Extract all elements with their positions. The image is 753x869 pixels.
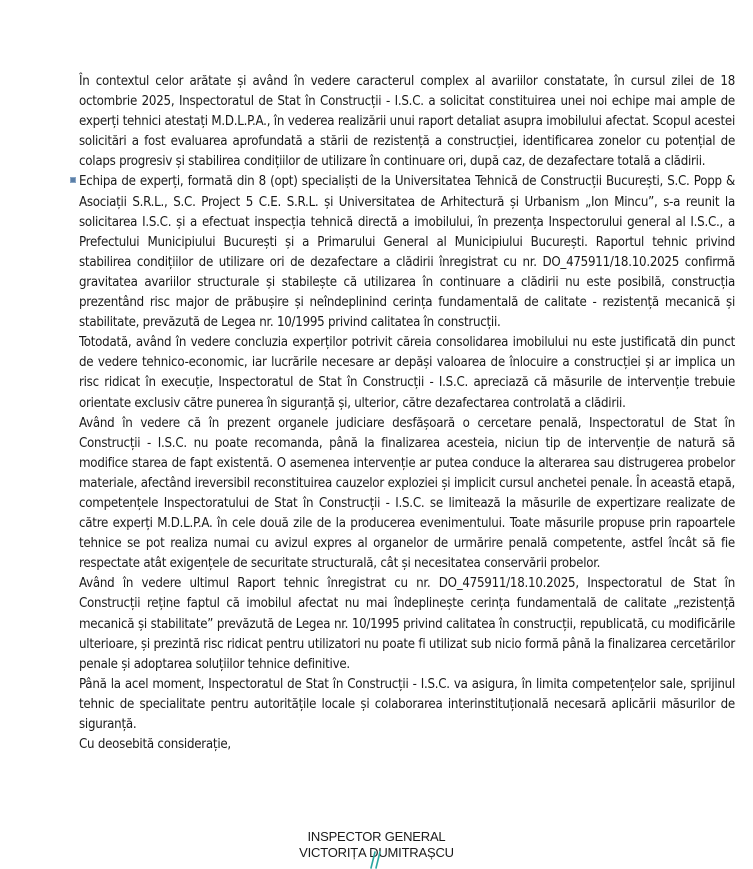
paragraph-2-wrapper [79, 172, 735, 333]
closing-salutation: Cu deosebită considerație, [79, 737, 231, 753]
paragraph-1: În contextul celor arătate și având în vedere caracterul complex al avariilor constatate, în cursul zilei de 18 octombrie 2025, Inspectoratul de Stat în Construcții - I.S.C. a solicitat constituirea unei noi echipe mai ample de experți tehnici atestați M.D.L.P.A., în vederea realizării unui raport detaliat asupra imobilului afectat. Scopul acestei solicitări a fost evaluarea aprofundată a stării de rezistență a construcției, identificarea zonelor cu potențial de colaps progresiv și stabilirea condițiilor de utilizare în continuare ori, după caz, de dezafectare totală a clădirii. [79, 74, 735, 170]
handwritten-signature-icon [367, 851, 387, 869]
paragraph-4: Având în vedere că în prezent organele judiciare desfășoară o cercetare penală, Inspectoratul de Stat în Construcții - I.S.C. nu poate recomanda, până la finalizarea acesteia, niciun tip de intervenție de natură să modifice starea de fapt existentă. O asemenea intervenție ar putea conduce la alterarea sau distrugerea probelor materiale, afectând ireversibil reconstituirea cauzelor exploziei și implicit cursul anchetei penale. În această etapă, competențele Inspectoratului de Stat în Construcții - I.S.C. se limitează la măsurile de expertizare realizate de către experți M.D.L.P.A. în cele două zile de la producerea evenimentului. Toate măsurile propuse prin rapoartele tehnice se pot realiza numai cu avizul expres al organelor de urmărire penală competente, astfel încât să fie respectate atât exigențele de securitate structurală, cât și necesitatea conservării probelor. [79, 415, 735, 572]
document-body [79, 72, 735, 755]
paragraph-3: Totodată, având în vedere concluzia experților potrivit căreia consolidarea imobilului nu este justificată din punct de vedere tehnico-economic, iar lucrările necesare ar depăși valoarea de înlocuire a construcției și ar implica un risc ridicat în execuție, Inspectoratul de Stat în Construcții - I.S.C. apreciază că măsurile de intervenție trebuie orientate exclusiv către punerea în siguranță și, ulterior, către dezafectarea controlată a clădirii. [79, 335, 735, 411]
paragraph-5: Având în vedere ultimul Raport tehnic înregistrat cu nr. DO_475911/18.10.2025, Inspectoratul de Stat în Construcții reține faptul că imobilul afectat nu mai îndeplinește cerința fundamentală de calitate „rezistență mecanică și stabilitate” prevăzută de Legea nr. 10/1995 privind calitatea în construcții, republicată, cu modificările ulterioare, și prezintă risc ridicat pentru utilizatori nu poate fi utilizat sub nicio formă până la finalizarea cercetărilor penale și adoptarea soluțiilor tehnice definitive. [79, 576, 735, 672]
signatory-title: INSPECTOR GENERAL [307, 829, 446, 844]
signatory-name: VICTORIȚA DUMITRAȘCU [299, 845, 454, 860]
comment-marker-icon[interactable] [70, 177, 76, 183]
paragraph-2: Echipa de experți, formată din 8 (opt) specialiști de la Universitatea Tehnică de Construcții București, S.C. Popp & Asociații S.R.L., S.C. Project 5 C.E. S.R.L. și Universitatea de Arhitectură și Urbanism „Ion Mincu”, s-a reunit la solicitarea I.S.C. și a efectuat inspecția tehnică directă a imobilului, în prezența Inspectorului general al I.S.C., a Prefectului Municipiului București și a Primarului General al Municipiului București. Raportul tehnic privind stabilirea condițiilor de utilizare ori de dezafectare a clădirii înregistrat cu nr. DO_475911/18.10.2025 confirmă gravitatea avariilor structurale și stabilește că utilizarea în continuare a clădirii nu este posibilă, construcția prezentând risc major de prăbușire și neîndeplinind cerința fundamentală de calitate - rezistență mecanică și stabilitate, prevăzută de Legea nr. 10/1995 privind calitatea în construcții. [79, 174, 735, 331]
paragraph-6: Până la acel moment, Inspectoratul de Stat în Construcții - I.S.C. va asigura, în limita competențelor sale, sprijinul tehnic de specialitate pentru autoritățile locale și colaborarea interinstituțională necesară aplicării măsurilor de siguranță. [79, 676, 735, 732]
